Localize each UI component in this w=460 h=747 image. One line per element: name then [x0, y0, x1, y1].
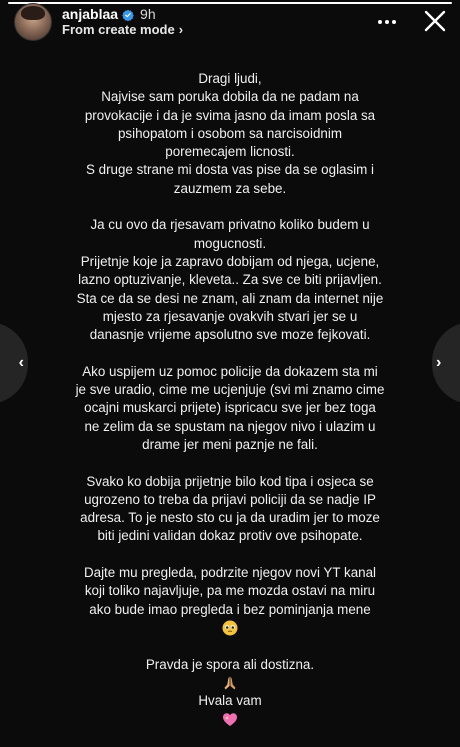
- pleading-face-icon: [222, 620, 238, 636]
- previous-story-button[interactable]: [0, 322, 28, 404]
- text-line: Sta ce da se desi ne znam, ali znam da internet nije: [76, 290, 384, 306]
- verified-badge-icon: [122, 9, 134, 21]
- text-line: danasnje vrijeme apsolutno sve moze fejkovati.: [89, 327, 371, 343]
- avatar[interactable]: [14, 3, 52, 41]
- chevron-right-icon: ›: [436, 354, 442, 371]
- text-line: koji toliko najavljuje, pa me mozda ostavi na miru: [84, 583, 376, 599]
- text-line: je sve uradio, cime me ucjenjuje (svi mi znamo cime: [75, 382, 385, 398]
- closing-text-1: Pravda je spora ali dostizna.: [145, 656, 315, 672]
- text-line: ako bude imao pregleda i bez pominjanja mene: [89, 601, 371, 617]
- story-text: [60, 70, 400, 747]
- paragraph-5: [60, 564, 400, 637]
- text-line: Ako uspijem uz pomoc policije da dokazem sta mi: [82, 363, 378, 379]
- text-line: zauzmem za sebe.: [173, 180, 287, 196]
- text-line: lazno optuzivanje, kleveta.. Za sve ce biti prijavljen.: [78, 272, 382, 288]
- emoji-line: [60, 619, 400, 637]
- paragraph-1: [60, 70, 400, 198]
- text-line: Prijetnje koje ja zapravo dobijam od njega, ucjene,: [80, 253, 380, 269]
- text-line: Ja cu ovo da rjesavam privatno koliko budem u: [90, 217, 370, 233]
- create-mode-label: From create mode: [62, 21, 175, 37]
- text-line: ne zelim da se spustam na njegov nivo i ulazim u: [84, 418, 376, 434]
- chevron-left-icon: ‹: [18, 354, 24, 371]
- text-line: S druge strane mi dosta vas pise da se oglasim i: [85, 162, 375, 178]
- post-time: 9h: [140, 6, 156, 23]
- more-icon: [377, 19, 397, 25]
- text-line: provokacije i da je svima jasno da imam posla sa: [84, 107, 376, 123]
- text-line: Najvise sam poruka dobila da ne padam na: [101, 89, 359, 105]
- closing-block: [60, 656, 400, 729]
- create-mode-link[interactable]: [62, 23, 183, 38]
- text-line: Dajte mu pregleda, podrzite njegov novi YT kanal: [83, 565, 377, 581]
- paragraph-2: [60, 216, 400, 344]
- text-line: Dragi ljudi,: [198, 71, 262, 86]
- next-story-button[interactable]: [432, 322, 460, 404]
- close-icon: [424, 10, 446, 32]
- text-line: drame jer meni paznje ne fali.: [142, 436, 318, 452]
- closing-line-2: [60, 692, 400, 729]
- text-line: biti jedini validan dokaz protiv ove psihopate.: [97, 528, 363, 544]
- closing-text-2: Hvala vam: [198, 693, 262, 709]
- story-header: [14, 0, 414, 44]
- text-line: ocajni muskarci prijete) ispricacu sve jer bez toga: [84, 400, 376, 416]
- username[interactable]: anjablaa: [62, 6, 119, 23]
- praying-hands-icon: [222, 675, 238, 691]
- closing-line-1: [60, 656, 400, 693]
- text-line: ugrozeno to treba da prijavi policiji da se nadje IP: [84, 491, 376, 507]
- text-line: adresa. To je nesto sto cu ja da uradim jer to moze: [80, 510, 380, 526]
- text-line: mogucnosti.: [193, 235, 267, 251]
- text-line: mjesto za rjesavanje ovakvih stvari jer se u: [102, 308, 358, 324]
- username-row: [62, 6, 183, 22]
- text-line: poremecajem licnosti.: [165, 144, 295, 160]
- sparkling-heart-icon: [222, 712, 238, 727]
- user-info: [62, 6, 183, 37]
- paragraph-4: [60, 473, 400, 546]
- text-line: psihopatom i osobom sa narcisoidnim: [117, 125, 343, 141]
- close-button[interactable]: [420, 6, 450, 36]
- chevron-right-icon: ›: [178, 21, 184, 37]
- more-options-button[interactable]: [372, 8, 402, 36]
- text-line: Svako ko dobija prijetnje bilo kod tipa i osjeca se: [86, 473, 374, 489]
- paragraph-3: [60, 363, 400, 454]
